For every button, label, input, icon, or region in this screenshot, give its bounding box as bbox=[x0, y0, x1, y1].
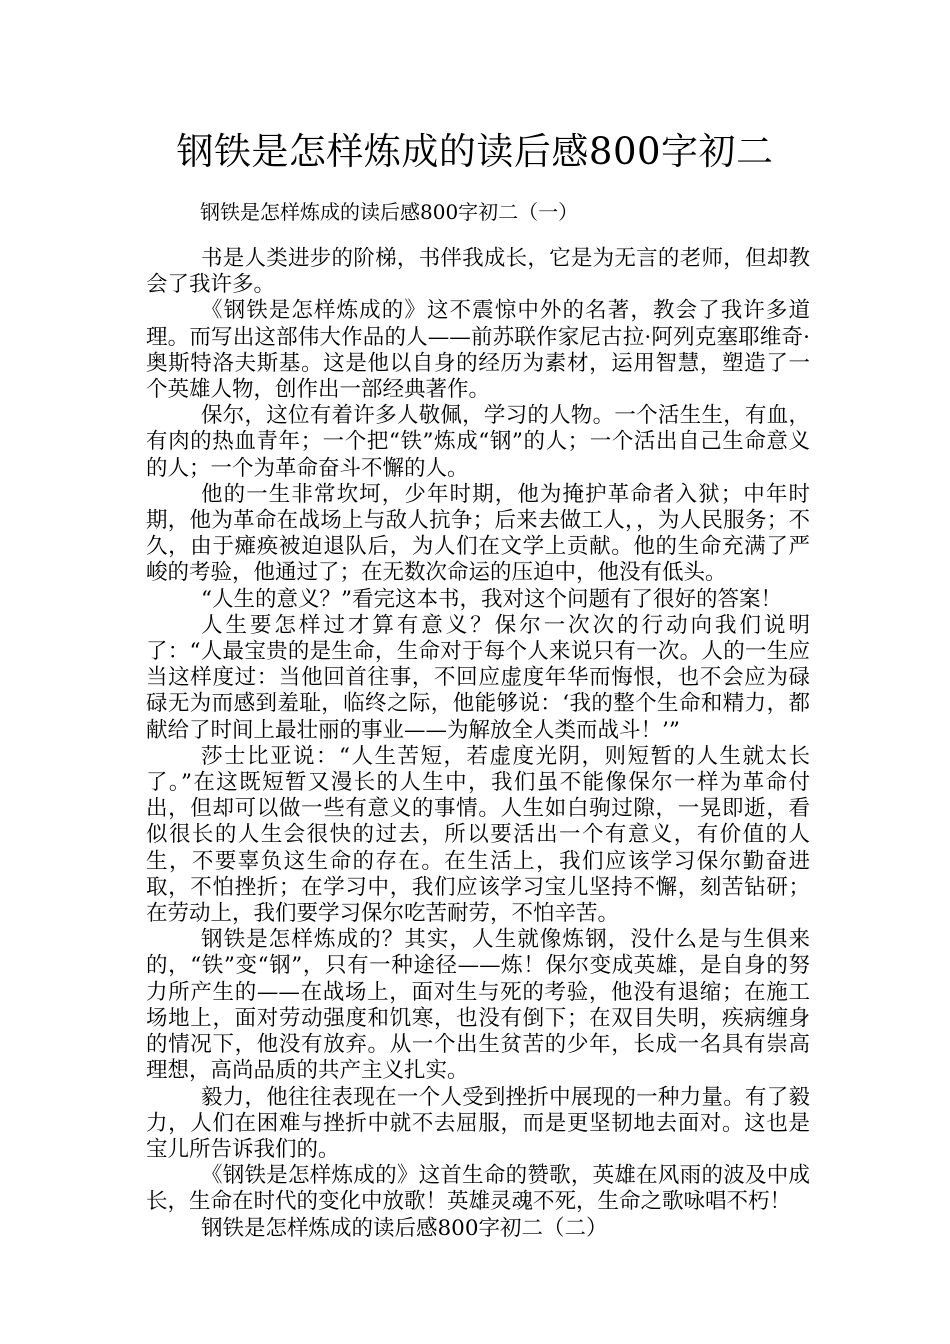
paragraph: 《钢铁是怎样炼成的》这首生命的赞歌，英雄在风雨的波及中成长，生命在时代的变化中放歌！英雄灵魂不死，生命之歌咏唱不朽！ bbox=[146, 1163, 810, 1215]
document-title: 钢铁是怎样炼成的读后感800字初二 bbox=[176, 130, 774, 173]
paragraph: 钢铁是怎样炼成的？其实，人生就像炼钢，没什么是与生俱来的，“铁”变“钢”，只有一种途径——炼！保尔变成英雄，是自身的努力所产生的——在战场上，面对生与死的考验，他没有退缩；在施工场地上，面对劳动强度和饥寒，也没有倒下；在双目失明，疾病缠身的情况下，他没有放弃。从一个出生贫苦的少年，长成一名具有崇高理想，高尚品质的共产主义扎实。 bbox=[146, 927, 810, 1084]
section-heading-1: 钢铁是怎样炼成的读后感800字初二（一） bbox=[200, 200, 579, 224]
section-heading-2: 钢铁是怎样炼成的读后感800字初二（二） bbox=[201, 1215, 608, 1241]
paragraph: “人生的意义？”看完这本书，我对这个问题有了很好的答案！ bbox=[201, 586, 782, 612]
article-body bbox=[146, 246, 810, 1242]
paragraph: 他的一生非常坎坷，少年时期，他为掩护革命者入狱；中年时期，他为革命在战场上与敌人抗争；后来去做工人，，为人民服务；不久，由于瘫痪被迫退队后，为人们在文学上贡献。他的生命充满了严峻的考验，他通过了；在无数次命运的压迫中，他没有低头。 bbox=[146, 481, 810, 586]
paragraph: 莎士比亚说：“人生苦短，若虚度光阴，则短暂的人生就太长了。”在这既短暂又漫长的人生中，我们虽不能像保尔一样为革命付出，但却可以做一些有意义的事情。人生如白驹过隙，一晃即逝，看似很长的人生会很快的过去，所以要活出一个有意义，有价值的人生，不要辜负这生命的存在。在生活上，我们应该学习保尔勤奋进取，不怕挫折；在学习中，我们应该学习宝儿坚持不懈，刻苦钻研；在劳动上，我们要学习保尔吃苦耐劳，不怕辛苦。 bbox=[146, 743, 810, 927]
paragraph: 《钢铁是怎样炼成的》这不震惊中外的名著，教会了我许多道理。而写出这部伟大作品的人——前苏联作家尼古拉·阿列克塞耶维奇·奥斯特洛夫斯基。这是他以自身的经历为素材，运用智慧，塑造了一个英雄人物，创作出一部经典著作。 bbox=[146, 298, 810, 403]
paragraph: 人生要怎样过才算有意义？保尔一次次的行动向我们说明了：“人最宝贵的是生命，生命对于每个人来说只有一次。人的一生应当这样度过：当他回首往事，不回应虚度年华而悔恨，也不会应为碌碌无为而感到羞耻，临终之际，他能够说：‘我的整个生命和精力，都献给了时间上最壮丽的事业——为解放全人类而战斗！’” bbox=[146, 612, 810, 743]
paragraph: 保尔，这位有着许多人敬佩，学习的人物。一个活生生，有血，有肉的热血青年；一个把“铁”炼成“钢”的人；一个活出自己生命意义的人；一个为革命奋斗不懈的人。 bbox=[146, 403, 810, 481]
paragraph: 书是人类进步的阶梯，书伴我成长，它是为无言的老师，但却教会了我许多。 bbox=[146, 246, 810, 298]
paragraph: 毅力，他往往表现在一个人受到挫折中展现的一种力量。有了毅力，人们在困难与挫折中就不去屈服，而是更坚韧地去面对。这也是宝儿所告诉我们的。 bbox=[146, 1084, 810, 1162]
